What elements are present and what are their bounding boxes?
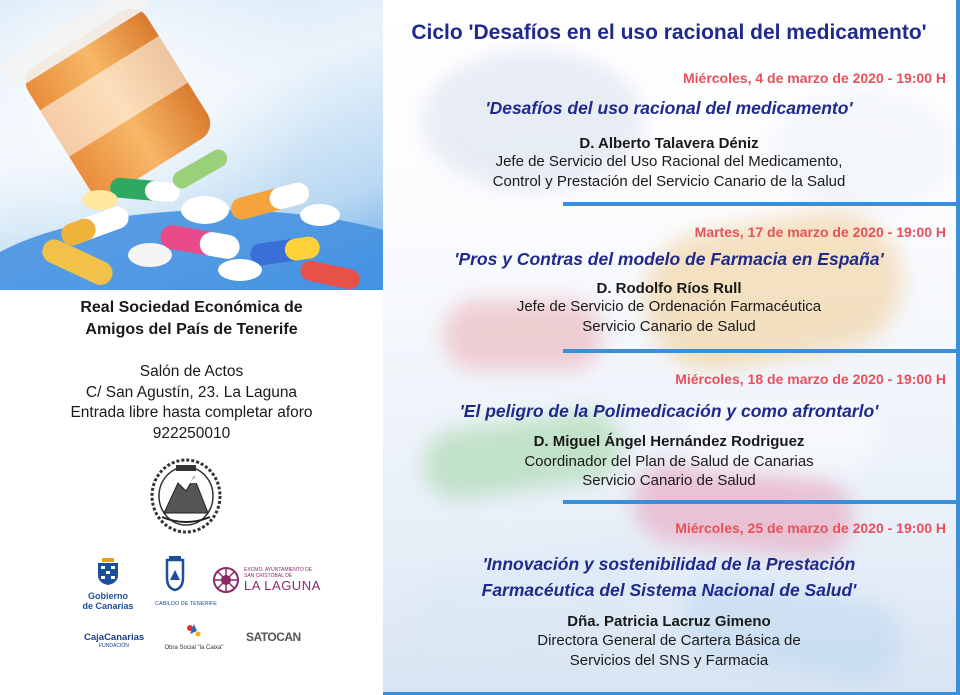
session-2-title: 'Pros y Contras del modelo de Farmacia en España' [454, 249, 884, 269]
satocan-logo [246, 630, 301, 648]
venue-phone: 922250010 [152, 424, 231, 442]
cajacanarias-text: CajaCanarias [84, 632, 145, 643]
laguna-small-line1: EXCMO. AYUNTAMIENTO DE [244, 567, 313, 573]
cabildo-text: CABILDO DE TENERIFE [155, 601, 217, 607]
session-1-date: Miércoles, 4 de marzo de 2020 - 19:00 H [682, 70, 946, 86]
session-divider [563, 202, 956, 206]
canarias-shield-icon [82, 554, 134, 586]
session-3-role-line2: Servicio Canario de Salud [582, 472, 756, 489]
cajacanarias-sub: FUNDACIÓN [99, 643, 129, 649]
session-4-role-line2: Servicios del SNS y Farmacia [569, 652, 769, 669]
session-3-date: Miércoles, 18 de marzo de 2020 - 19:00 H [675, 371, 946, 387]
venue-info [0, 290, 383, 444]
left-panel [0, 0, 383, 695]
venue-entry-note: Entrada libre hasta completar aforo [70, 404, 313, 421]
pills-photo [0, 0, 383, 290]
program-panel [383, 0, 960, 695]
cabildo-shield-icon [155, 556, 195, 596]
session-1-speaker: D. Alberto Talavera Déniz [579, 135, 759, 152]
session-2-role-line1: Jefe de Servicio de Ordenación Farmacéutica [516, 298, 822, 315]
organization-name-line1: Real Sociedad Económica de [80, 299, 303, 316]
cabildo-tenerife-logo [155, 556, 217, 608]
session-divider [563, 500, 956, 504]
cajacanarias-logo [84, 632, 144, 656]
session-4-title-line2: Farmacéutica del Sistema Nacional de Salud' [481, 580, 857, 600]
session-4-speaker: Dña. Patricia Lacruz Gimeno [567, 613, 771, 630]
session-divider [563, 349, 956, 353]
session-1-title: 'Desafíos del uso racional del medicamento' [485, 98, 853, 118]
session-3-speaker: D. Miguel Ángel Hernández Rodriguez [533, 433, 805, 450]
session-1-role-line1: Jefe de Servicio del Uso Racional del Medicamento, [495, 153, 843, 170]
laguna-emblem-icon [212, 566, 240, 594]
obrasocial-text: Obra Social "la Caixa" [164, 645, 224, 651]
session-2-date: Martes, 17 de marzo de 2020 - 19:00 H [694, 224, 946, 240]
satocan-text: SATOCAN [246, 630, 301, 644]
session-2-role-line2: Servicio Canario de Salud [582, 318, 756, 335]
gobierno-canarias-logo [82, 554, 134, 610]
session-4-date: Miércoles, 25 de marzo de 2020 - 19:00 H [675, 520, 946, 536]
venue-address: C/ San Agustín, 23. La Laguna [85, 383, 298, 401]
laguna-small-line2: SAN CRISTÓBAL DE [244, 573, 293, 579]
right-edge-border [956, 0, 960, 695]
pills-illustration [0, 0, 383, 290]
laguna-big-text: LA LAGUNA [244, 578, 321, 593]
gobierno-line1: Gobierno [88, 591, 128, 601]
caixa-star-icon [184, 622, 204, 640]
gobierno-line2: de Canarias [82, 601, 134, 611]
venue-room: Salón de Actos [139, 363, 244, 380]
society-seal-icon [148, 455, 224, 537]
organization-name-line2: Amigos del País de Tenerife [85, 321, 298, 338]
la-caixa-logo [162, 622, 226, 652]
session-1-role-line2: Control y Prestación del Servicio Canario de la Salud [492, 173, 846, 190]
laguna-logo [212, 566, 322, 596]
cycle-title: Ciclo 'Desafíos en el uso racional del medicamento' [411, 21, 927, 44]
session-3-title: 'El peligro de la Polimedicación y como afrontarlo' [459, 401, 879, 421]
session-2-speaker: D. Rodolfo Ríos Rull [596, 280, 742, 297]
session-4-role-line1: Directora General de Cartera Básica de [537, 632, 801, 649]
session-3-role-line1: Coordinador del Plan de Salud de Canarias [524, 453, 814, 470]
session-4-title-line1: 'Innovación y sostenibilidad de la Prestación [482, 554, 856, 574]
